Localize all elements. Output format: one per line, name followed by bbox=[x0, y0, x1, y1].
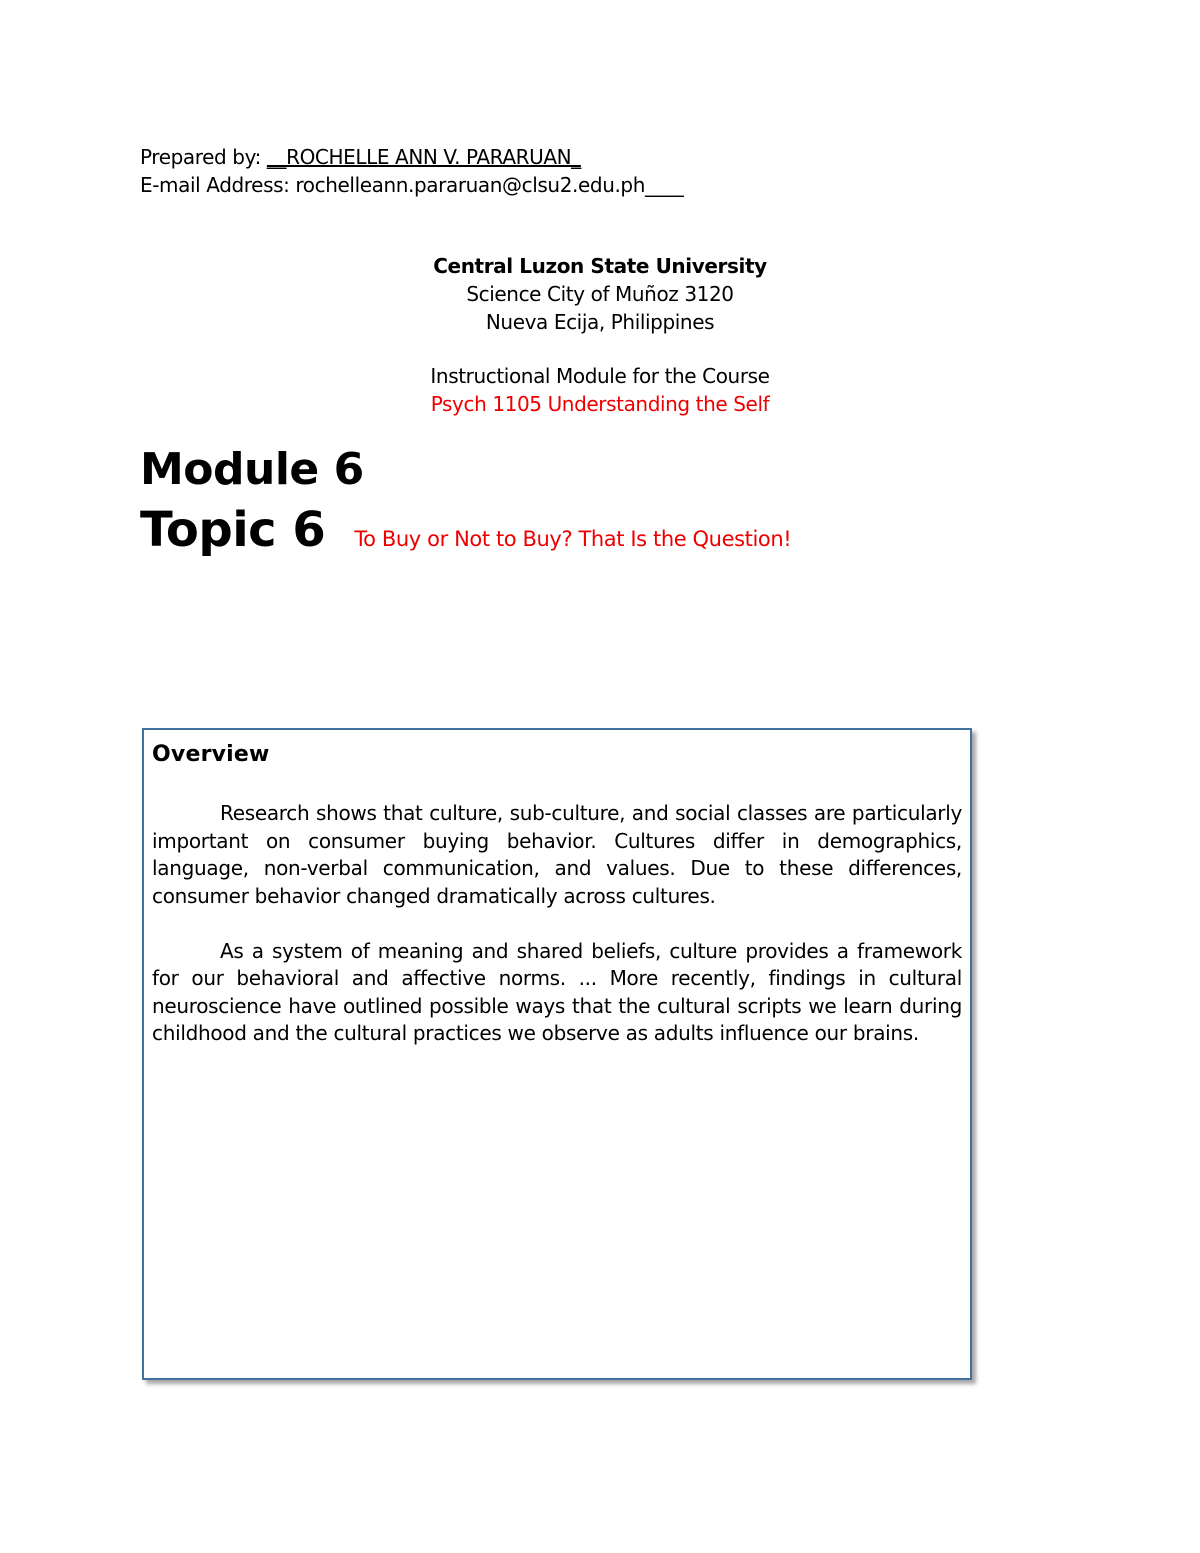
overview-text bbox=[152, 800, 962, 1075]
university-address-line2: Nueva Ecija, Philippines bbox=[485, 310, 715, 334]
prepared-by-line bbox=[140, 143, 683, 171]
topic-subtitle: To Buy or Not to Buy? That Is the Question! bbox=[354, 527, 792, 551]
module-title: Module 6 bbox=[140, 444, 364, 495]
email-line bbox=[140, 171, 683, 199]
course-block bbox=[0, 362, 1200, 418]
email-label: E-mail Address: bbox=[140, 173, 296, 197]
overview-paragraph: As a system of meaning and shared beliefs, culture provides a framework for our behavioral and affective norms. ... More recently, findings in cultural neuroscience have outlined possible ways that the cultural scripts we learn during childhood and the cultural practices we observe as adults influence our brains. bbox=[152, 938, 962, 1045]
university-name: Central Luzon State University bbox=[433, 254, 767, 278]
email-value: rochelleann.pararuan@clsu2.edu.ph____ bbox=[295, 173, 684, 197]
overview-heading: Overview bbox=[152, 742, 270, 767]
course-name: Psych 1105 Understanding the Self bbox=[430, 392, 770, 416]
overview-paragraph: Research shows that culture, sub-culture, and social classes are particularly important on consumer buying behavior. Cultures differ in demographics, language, non-verbal communication, and values. Due to these differences, consumer behavior changed dramatically across cultures. bbox=[152, 801, 962, 908]
prepared-by-label: Prepared by: bbox=[140, 145, 267, 169]
topic-title: Topic 6 bbox=[140, 502, 326, 558]
topic-row bbox=[140, 498, 791, 562]
university-block bbox=[0, 252, 1200, 336]
preparer-info bbox=[140, 143, 683, 199]
course-intro: Instructional Module for the Course bbox=[430, 364, 770, 388]
overview-box bbox=[142, 728, 972, 1380]
prepared-by-name: __ROCHELLE ANN V. PARARUAN_ bbox=[266, 145, 581, 169]
university-address-line1: Science City of Muñoz 3120 bbox=[466, 282, 734, 306]
